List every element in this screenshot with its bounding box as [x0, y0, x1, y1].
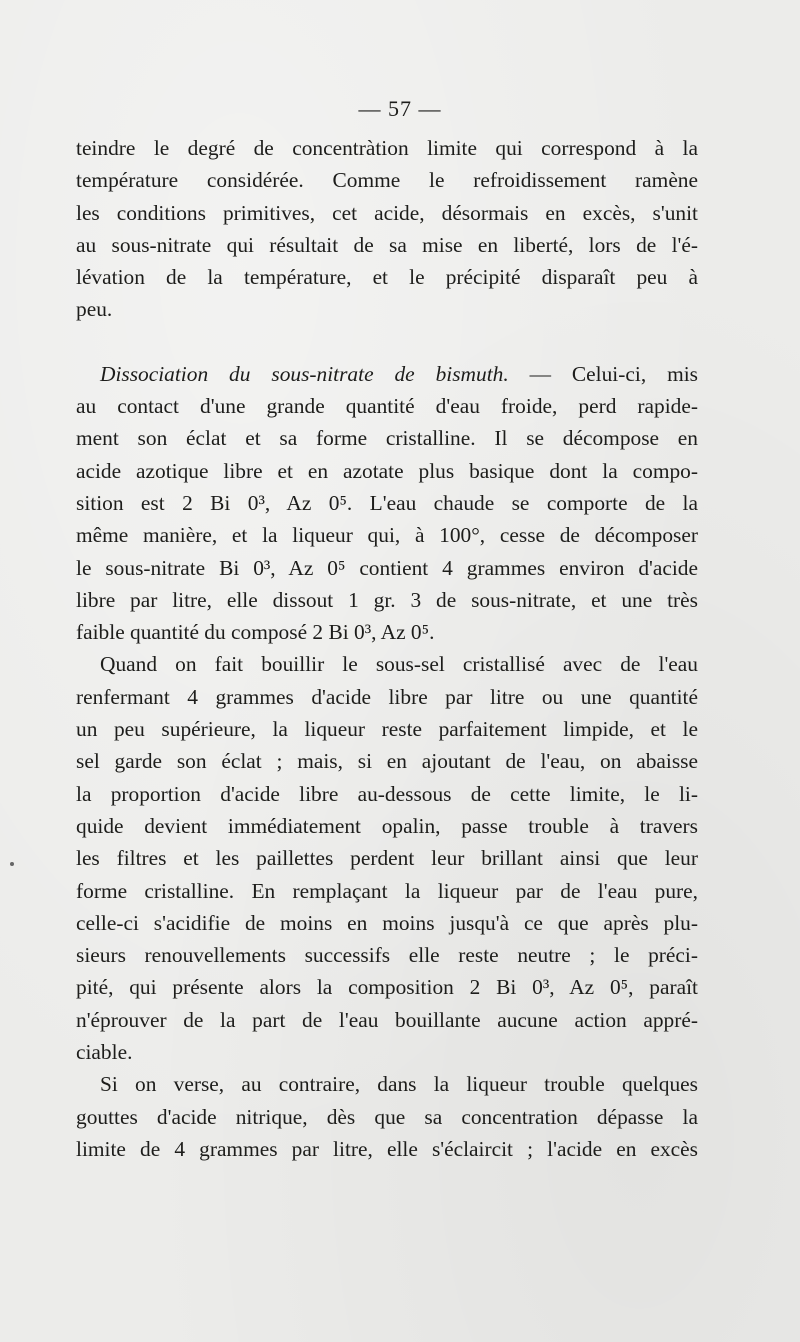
- paragraph: [76, 132, 698, 326]
- text-line: renfermant 4 grammes d'acide libre par litre ou une quantité: [76, 684, 698, 709]
- text-line: Si on verse, au contraire, dans la liqueur trouble quelques: [100, 1072, 698, 1097]
- text-line: celle-ci s'acidifie de moins en moins jusqu'à ce que après plu-: [76, 910, 698, 935]
- text-line: quide devient immédiatement opalin, passe trouble à travers: [76, 813, 698, 838]
- text-line: le sous-nitrate Bi 0³, Az 0⁵ contient 4 grammes environ d'acide: [76, 555, 698, 580]
- text-line: sition est 2 Bi 0³, Az 0⁵. L'eau chaude se comporte de la: [76, 490, 698, 515]
- text-line: ciable.: [76, 1040, 133, 1065]
- margin-dot: [10, 862, 14, 866]
- body-text: [76, 132, 698, 1165]
- text-line: pité, qui présente alors la composition 2 Bi 0³, Az 0⁵, paraît: [76, 975, 698, 1000]
- text-line: forme cristalline. En remplaçant la liqueur par de l'eau pure,: [76, 878, 698, 903]
- text-line: les filtres et les paillettes perdent leur brillant ainsi que leur: [76, 846, 698, 871]
- text-line: sel garde son éclat ; mais, si en ajoutant de l'eau, on abaisse: [76, 749, 698, 774]
- text-line: ment son éclat et sa forme cristalline. Il se décompose en: [76, 426, 698, 451]
- paragraph-gap: [76, 326, 698, 358]
- paragraph: [76, 358, 698, 649]
- text-line: au sous-nitrate qui résultait de sa mise en liberté, lors de l'é-: [76, 232, 698, 257]
- text-line: sieurs renouvellements successifs elle reste neutre ; le préci-: [76, 943, 698, 968]
- paragraph: [76, 648, 698, 1068]
- text-line: gouttes d'acide nitrique, dès que sa concentration dépasse la: [76, 1104, 698, 1129]
- text-line: n'éprouver de la part de l'eau bouillante aucune action appré-: [76, 1007, 698, 1032]
- text-line: [76, 358, 698, 390]
- text-line: température considérée. Comme le refroidissement ramène: [76, 168, 698, 193]
- text-line: même manière, et la liqueur qui, à 100°, cesse de décomposer: [76, 523, 698, 548]
- text-line: un peu supérieure, la liqueur reste parfaitement limpide, et le: [76, 717, 698, 742]
- text-line: peu.: [76, 297, 113, 322]
- page-number: — 57 —: [358, 96, 442, 121]
- text-line: les conditions primitives, cet acide, désormais en excès, s'unit: [76, 200, 698, 225]
- text-line: Quand on fait bouillir le sous-sel cristallisé avec de l'eau: [100, 652, 698, 677]
- text-line: acide azotique libre et en azotate plus basique dont la compo-: [76, 458, 698, 483]
- paragraph: [76, 1068, 698, 1165]
- text-line: faible quantité du composé 2 Bi 0³, Az 0⁵.: [76, 620, 435, 645]
- text-line: libre par litre, elle dissout 1 gr. 3 de sous-nitrate, et une très: [76, 587, 698, 612]
- text-line: au contact d'une grande quantité d'eau froide, perd rapide-: [76, 394, 698, 419]
- text-line: limite de 4 grammes par litre, elle s'éclaircit ; l'acide en excès: [76, 1136, 698, 1161]
- text-line: la proportion d'acide libre au-dessous de cette limite, le li-: [76, 781, 698, 806]
- text-run: — Celui-ci, mis: [508, 361, 698, 386]
- text-line: lévation de la température, et le précipité disparaît peu à: [76, 265, 698, 290]
- text-line: teindre le degré de concentràtion limite qui correspond à la: [76, 136, 698, 160]
- section-heading: Dissociation du sous-nitrate de bismuth.: [100, 361, 509, 386]
